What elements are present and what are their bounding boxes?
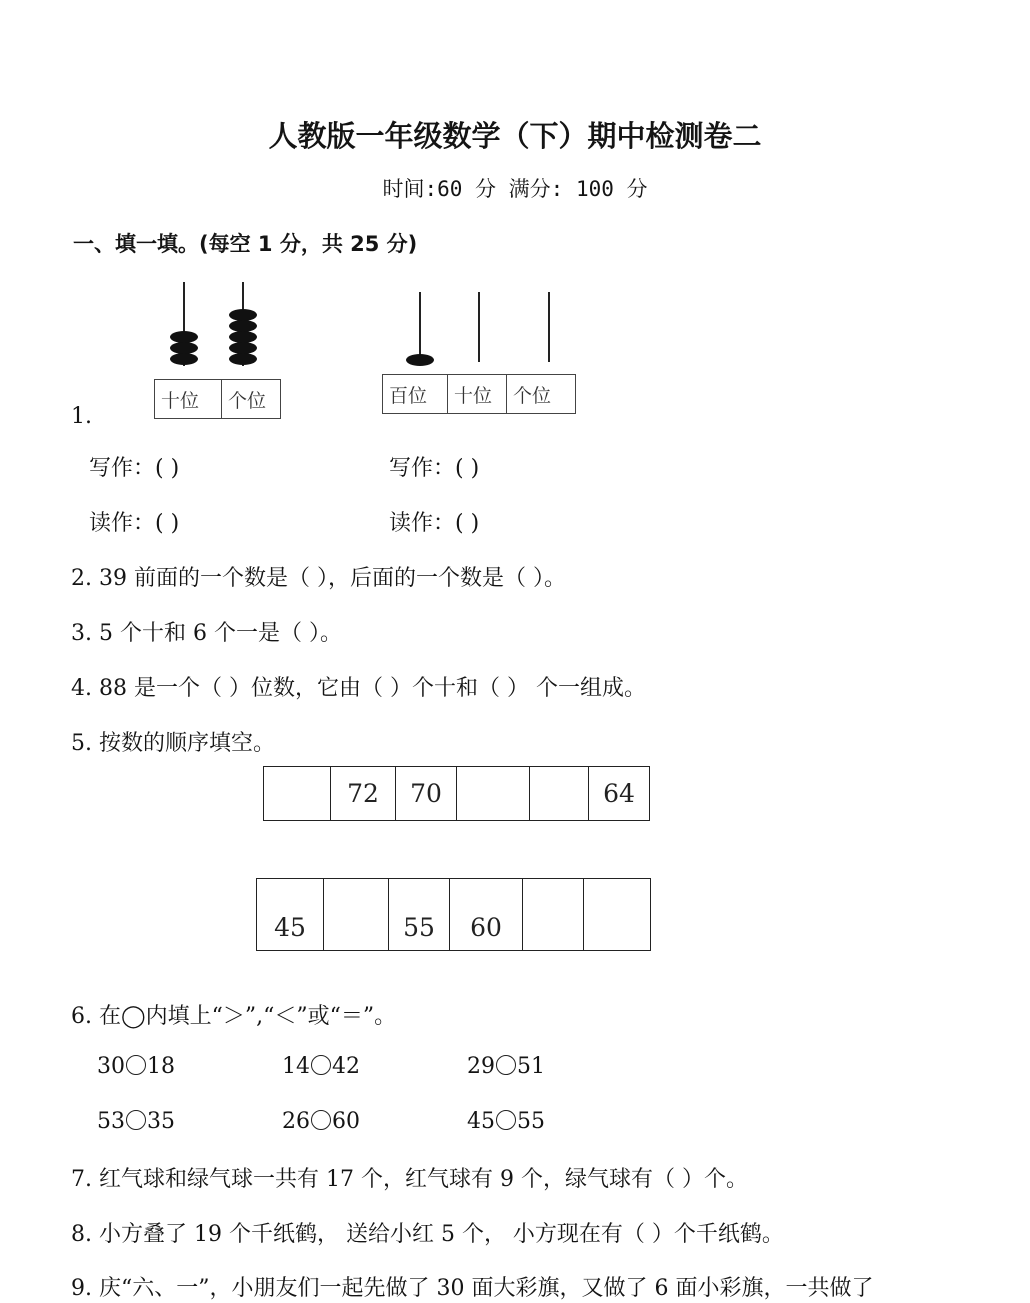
sequence-cell bbox=[264, 767, 331, 821]
compare-circle[interactable] bbox=[126, 1110, 146, 1130]
question-2: 2. 39 前面的一个数是（ ），后面的一个数是（ ）。 bbox=[71, 566, 566, 591]
compare-pair: 14 42 bbox=[282, 1054, 360, 1079]
read-as-left: 读作：( ) bbox=[89, 511, 180, 536]
compare-circle[interactable] bbox=[311, 1055, 331, 1075]
section-heading: 一、填一填。(每空 1 分，共 25 分) bbox=[73, 232, 418, 256]
question-6: 6. 在◯内填上“＞”,“＜”或“＝”。 bbox=[71, 1004, 397, 1029]
rod-hundreds bbox=[419, 292, 421, 360]
sequence-cell bbox=[324, 879, 389, 951]
sequence-cell: 72 bbox=[331, 767, 396, 821]
question-7: 7. 红气球和绿气球一共有 17 个，红气球有 9 个，绿气球有（ ）个。 bbox=[71, 1167, 748, 1192]
exam-info: 时间:60 分 满分: 100 分 bbox=[382, 177, 648, 201]
question-4: 4. 88 是一个（ ）位数，它由（ ）个十和（ ） 个一组成。 bbox=[71, 676, 646, 701]
question-9: 9. 庆“六、一”，小朋友们一起先做了 30 面大彩旗，又做了 6 面小彩旗，一共做了 bbox=[71, 1276, 874, 1301]
compare-circle[interactable] bbox=[496, 1110, 516, 1130]
write-as-right: 写作：( ) bbox=[389, 456, 480, 481]
write-as-left: 写作：( ) bbox=[89, 456, 180, 481]
compare-pair: 53 35 bbox=[97, 1109, 175, 1134]
compare-circle[interactable] bbox=[126, 1055, 146, 1075]
read-as-right: 读作：( ) bbox=[389, 511, 480, 536]
place-value-table-left bbox=[154, 379, 281, 419]
compare-pair: 45 55 bbox=[467, 1109, 545, 1134]
question-5: 5. 按数的顺序填空。 bbox=[71, 731, 275, 756]
sequence-cell: 55 bbox=[389, 879, 450, 951]
label-ones: 个位 bbox=[222, 380, 281, 419]
sequence-row-2 bbox=[256, 878, 651, 951]
sequence-cell bbox=[530, 767, 589, 821]
bead bbox=[229, 353, 257, 365]
sequence-cell bbox=[523, 879, 584, 951]
sequence-cell: 64 bbox=[589, 767, 650, 821]
sequence-row-1 bbox=[263, 766, 650, 821]
sequence-cell bbox=[457, 767, 530, 821]
question-8: 8. 小方叠了 19 个千纸鹤， 送给小红 5 个， 小方现在有（ ）个千纸鹤。 bbox=[71, 1222, 784, 1247]
compare-circle[interactable] bbox=[496, 1055, 516, 1075]
label-hundreds: 百位 bbox=[383, 375, 448, 414]
rod-tens bbox=[478, 292, 480, 362]
bead bbox=[406, 354, 434, 366]
label-tens: 十位 bbox=[155, 380, 222, 419]
compare-pair: 29 51 bbox=[467, 1054, 545, 1079]
sequence-cell: 70 bbox=[396, 767, 457, 821]
place-value-table-right bbox=[382, 374, 576, 414]
label-ones: 个位 bbox=[507, 375, 576, 414]
question-3: 3. 5 个十和 6 个一是（ ）。 bbox=[71, 621, 342, 646]
page-title: 人教版一年级数学（下）期中检测卷二 bbox=[268, 119, 762, 153]
label-tens: 十位 bbox=[448, 375, 507, 414]
compare-circle[interactable] bbox=[311, 1110, 331, 1130]
rod-ones bbox=[548, 292, 550, 362]
sequence-cell: 60 bbox=[450, 879, 523, 951]
compare-pair: 30 18 bbox=[97, 1054, 175, 1079]
sequence-cell: 45 bbox=[257, 879, 324, 951]
compare-pair: 26 60 bbox=[282, 1109, 360, 1134]
bead bbox=[170, 353, 198, 365]
sequence-cell bbox=[584, 879, 651, 951]
question-1-number: 1. bbox=[71, 404, 92, 429]
